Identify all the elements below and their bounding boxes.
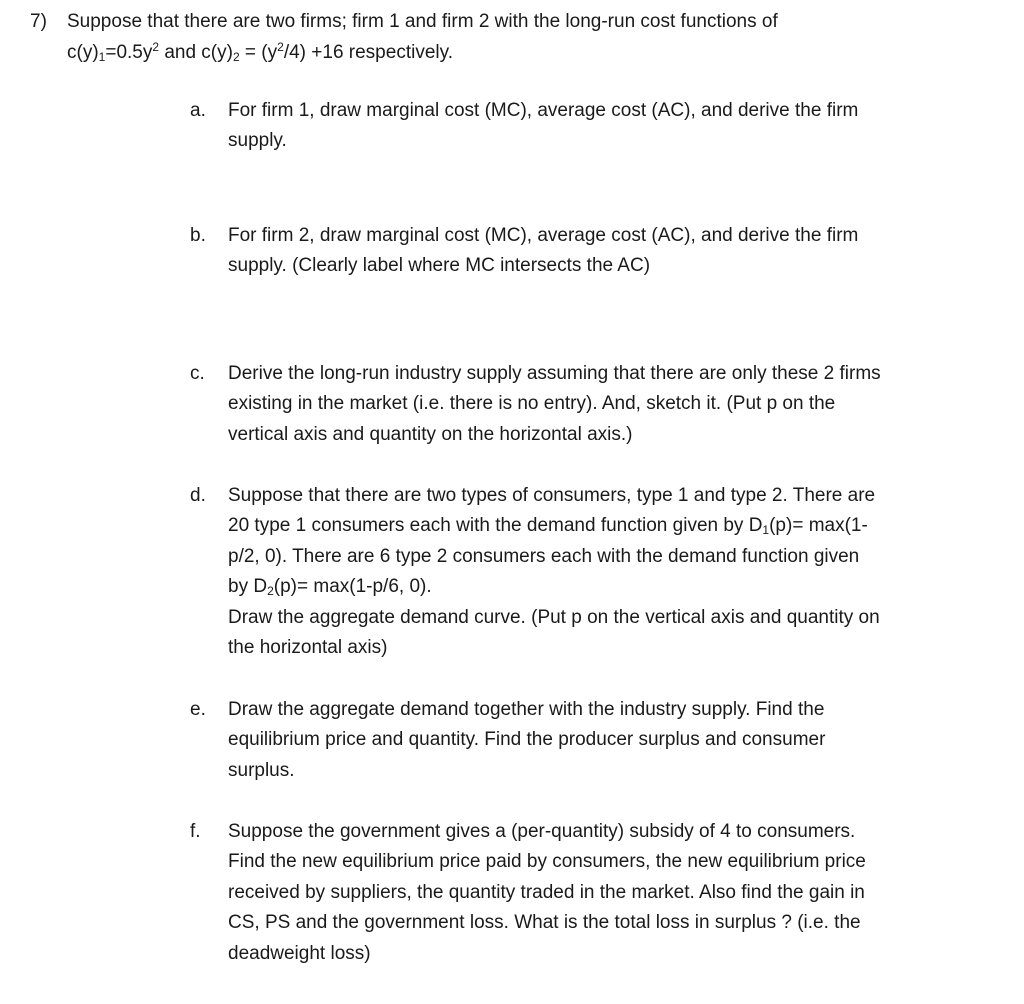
item-text: [228, 359, 980, 450]
text-line: vertical axis and quantity on the horizontal axis.): [228, 423, 633, 445]
subscript-1: 1: [98, 50, 106, 64]
item-letter: f.: [190, 821, 201, 842]
text-line: Draw the aggregate demand together with the industry supply. Find the: [228, 699, 825, 720]
superscript-2b: 2: [277, 40, 284, 54]
text-line: [228, 511, 980, 541]
text-line: deadweight loss): [228, 942, 371, 964]
sub-question-f: [190, 817, 980, 969]
text-line: received by suppliers, the quantity traded in the market. Also find the gain in: [228, 881, 865, 903]
text-line: For firm 2, draw marginal cost (MC), average cost (AC), and derive the firm: [228, 225, 859, 246]
text-line: supply. (Clearly label where MC intersects the AC): [228, 255, 651, 277]
demand-2-expr: (p)= max(1-p/6, 0).: [273, 576, 432, 598]
subscript-1: 1: [762, 523, 770, 538]
sub-question-d: [190, 481, 980, 663]
item-text: [228, 96, 980, 157]
text-line: the horizontal axis): [228, 637, 388, 659]
item-letter: b.: [190, 225, 206, 246]
text-line: Derive the long-run industry supply assuming that there are only these 2 firms: [228, 363, 881, 384]
text-line: p/2, 0). There are 6 type 2 consumers each with the demand function given: [228, 545, 860, 567]
text-line: Draw the aggregate demand curve. (Put p on the vertical axis and quantity on: [228, 606, 880, 628]
question-line-1: Suppose that there are two firms; firm 1 and firm 2 with the long-run cost functions of: [67, 11, 778, 32]
text-line: supply.: [228, 130, 287, 152]
cost-fn-2-tail: /4) +16 respectively.: [283, 42, 453, 63]
demand-1-lead: 20 type 1 consumers each with the demand function given by D: [228, 515, 763, 537]
sub-question-c: [190, 359, 980, 450]
item-text: [228, 481, 980, 663]
question-header: [30, 6, 990, 68]
sub-question-a: [190, 96, 980, 157]
sub-question-b: [190, 221, 980, 282]
item-letter: e.: [190, 699, 206, 720]
text-line: Find the new equilibrium price paid by consumers, the new equilibrium price: [228, 851, 866, 873]
cost-fn-2-label: and c(y): [159, 42, 233, 63]
text-line: equilibrium price and quantity. Find the producer surplus and consumer: [228, 729, 826, 751]
text-line: [228, 572, 980, 602]
item-letter: a.: [190, 100, 206, 121]
text-line: For firm 1, draw marginal cost (MC), average cost (AC), and derive the firm: [228, 100, 859, 121]
item-text: [228, 221, 980, 282]
text-line: CS, PS and the government loss. What is the total loss in surplus ? (i.e. the: [228, 912, 861, 934]
text-line: Suppose the government gives a (per-quantity) subsidy of 4 to consumers.: [228, 821, 856, 842]
text-line: surplus.: [228, 759, 295, 781]
subscript-2: 2: [232, 50, 240, 64]
cost-fn-2-expr: = (y: [239, 42, 278, 63]
question-line-2: [67, 37, 990, 68]
cost-fn-1-label: c(y): [67, 42, 99, 63]
text-line: Suppose that there are two types of consumers, type 1 and type 2. There are: [228, 485, 876, 506]
item-text: [228, 817, 980, 969]
item-letter: d.: [190, 485, 206, 506]
cost-fn-1-expr: =0.5y: [105, 42, 153, 63]
demand-2-lead: by D: [228, 576, 268, 598]
question-number: 7): [30, 11, 47, 32]
question-text: [67, 6, 990, 68]
subscript-2: 2: [267, 584, 274, 599]
item-text: [228, 695, 980, 786]
sub-question-e: [190, 695, 980, 786]
item-letter: c.: [190, 363, 205, 384]
superscript-2: 2: [152, 40, 160, 54]
text-line: existing in the market (i.e. there is no entry). And, sketch it. (Put p on the: [228, 393, 836, 415]
demand-1-expr: (p)= max(1-: [769, 515, 868, 537]
